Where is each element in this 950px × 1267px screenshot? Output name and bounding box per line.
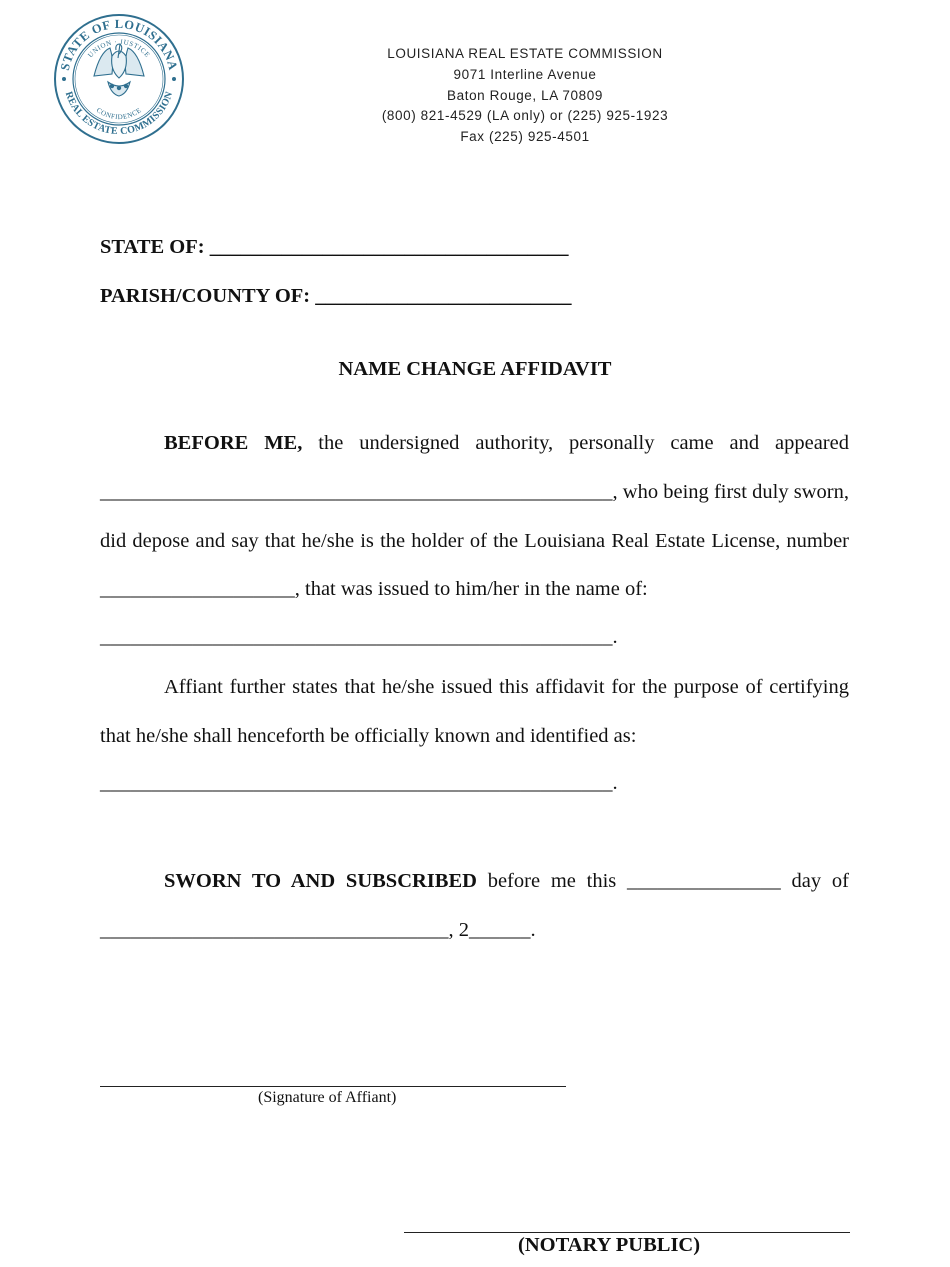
svg-text:REAL ESTATE COMMISSION: REAL ESTATE COMMISSION bbox=[62, 90, 176, 138]
parish-county-field: PARISH/COUNTY OF: _________________________ bbox=[100, 285, 572, 307]
sworn-bold: SWORN TO AND SUBSCRIBED bbox=[164, 870, 477, 892]
louisiana-seal-icon bbox=[52, 12, 186, 146]
affiant-signature-caption: (Signature of Affiant) bbox=[258, 1089, 397, 1106]
paragraph-sworn bbox=[100, 857, 849, 955]
address-line-2: Baton Rouge, LA 70809 bbox=[447, 87, 603, 103]
svg-text:CONFIDENCE: CONFIDENCE bbox=[94, 106, 144, 122]
notary-public-label: (NOTARY PUBLIC) bbox=[518, 1234, 701, 1256]
notary-signature-line bbox=[404, 1232, 850, 1233]
address-line-1: 9071 Interline Avenue bbox=[453, 66, 597, 82]
svg-text:UNION · JUSTICE: UNION · JUSTICE bbox=[86, 37, 152, 60]
letterhead bbox=[320, 44, 730, 148]
svg-text:STATE OF LOUISIANA: STATE OF LOUISIANA bbox=[57, 16, 181, 72]
affiant-signature-line bbox=[100, 1086, 566, 1087]
new-name-blank: __________________________________________________. bbox=[100, 772, 618, 794]
original-name-blank: __________________________________________________. bbox=[100, 626, 618, 648]
paragraph-before-me-text: the undersigned authority, personally came and appeared __________________________________________________, who being first duly sworn, did depose and say that he/she is the holder of the Louisiana Real Estate License, number ___________________, that was issued to him/her in the name of: bbox=[100, 432, 849, 601]
document-title: NAME CHANGE AFFIDAVIT bbox=[338, 358, 612, 380]
before-me-bold: BEFORE ME, bbox=[164, 432, 303, 454]
state-field: STATE OF: ___________________________________ bbox=[100, 236, 569, 258]
fax-line: Fax (225) 925-4501 bbox=[460, 129, 590, 145]
org-name: LOUISIANA REAL ESTATE COMMISSION bbox=[387, 46, 663, 61]
paragraph-before-me bbox=[100, 419, 849, 614]
paragraph-affiant-text: Affiant further states that he/she issued this affidavit for the purpose of certifying that he/she shall henceforth be officially known and identified as: bbox=[100, 676, 849, 747]
phone-line: (800) 821-4529 (LA only) or (225) 925-1923 bbox=[381, 108, 669, 124]
paragraph-affiant bbox=[100, 663, 849, 761]
paragraph-sworn-text: before me this _______________ day of __________________________________, 2______. bbox=[100, 870, 849, 941]
